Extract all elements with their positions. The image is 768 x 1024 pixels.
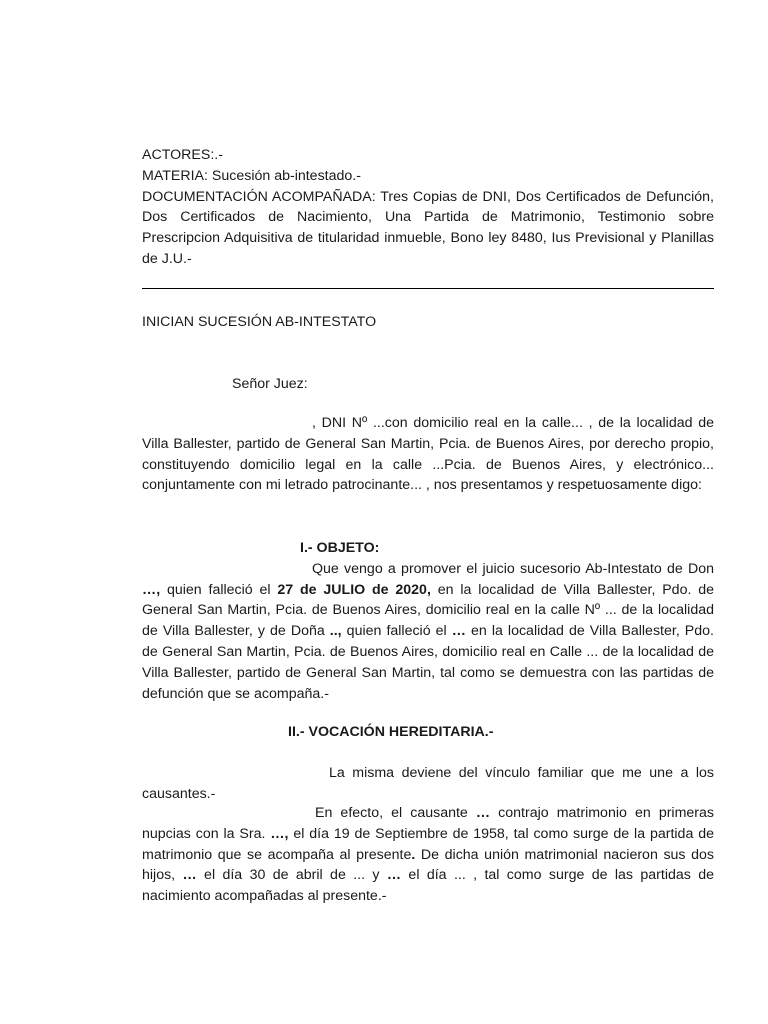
objeto-heading: I.- OBJETO: [300, 540, 380, 556]
materia-line: MATERIA: Sucesión ab-intestado.- [142, 167, 361, 184]
documentacion-paragraph: DOCUMENTACIÓN ACOMPAÑADA: Tres Copias de DNI, Dos Certificados de Defunción, Dos Certificados de Nacimiento, Una Partida de Matrimonio, Testimonio sobre Prescripcion Adquisitiva de titularidad inmueble, Bono ley 8480, Ius Previsional y Planillas de J.U.- [142, 188, 714, 267]
section-vocacion [142, 722, 714, 743]
document-title: INICIAN SUCESIÓN AB-INTESTATO [142, 314, 377, 330]
vocacion-heading: II.- VOCACIÓN HEREDITARIA.- [288, 724, 494, 740]
vocacion-paragraph-1: La misma deviene del vínculo familiar que me une a los causantes.- [142, 765, 714, 802]
section-objeto [142, 538, 714, 704]
actores-line: ACTORES:.- [142, 147, 223, 163]
objeto-paragraph: Que vengo a promover el juicio sucesorio Ab-Intestato de Don …, quien falleció el 27 de JULIO de 2020, en la localidad de Villa Ballester, Pdo. de General San Martin, Pcia. de Buenos Aires, domicilio real en la calle Nº ... de la localidad de Villa Ballester, y de Doña .., quien falleció el … en la localidad de Villa Ballester, Pdo. de General San Martin, Pcia. de Buenos Aires, domicilio real en Calle ... de la localidad de Villa Ballester, partido de General San Martin, tal como se demuestra con las partidas de defunción que se acompaña.- [142, 560, 715, 702]
header-block [142, 145, 714, 270]
intro-paragraph: , DNI Nº ...con domicilio real en la calle... , de la localidad de Villa Ballester, partido de General San Martin, Pcia. de Buenos Aires, por derecho propio, constituyendo domicilio legal en la calle ...Pcia. de Buenos Aires, y electrónico... conjuntamente con mi letrado patrocinante... , nos presentamos y respetuosamente digo: [142, 415, 714, 494]
horizontal-divider [142, 288, 714, 289]
salutation: Señor Juez: [232, 376, 308, 392]
vocacion-paragraph-2: En efecto, el causante … contrajo matrimonio en primeras nupcias con la Sra. …, el día 19 de Septiembre de 1958, tal como surge de la partida de matrimonio que se acompaña al presente. De dicha unión matrimonial nacieron sus dos hijos, … el día 30 de abril de ... y … el día ... , tal como surge de las partidas de nacimiento acompañadas al presente.- [142, 805, 715, 905]
